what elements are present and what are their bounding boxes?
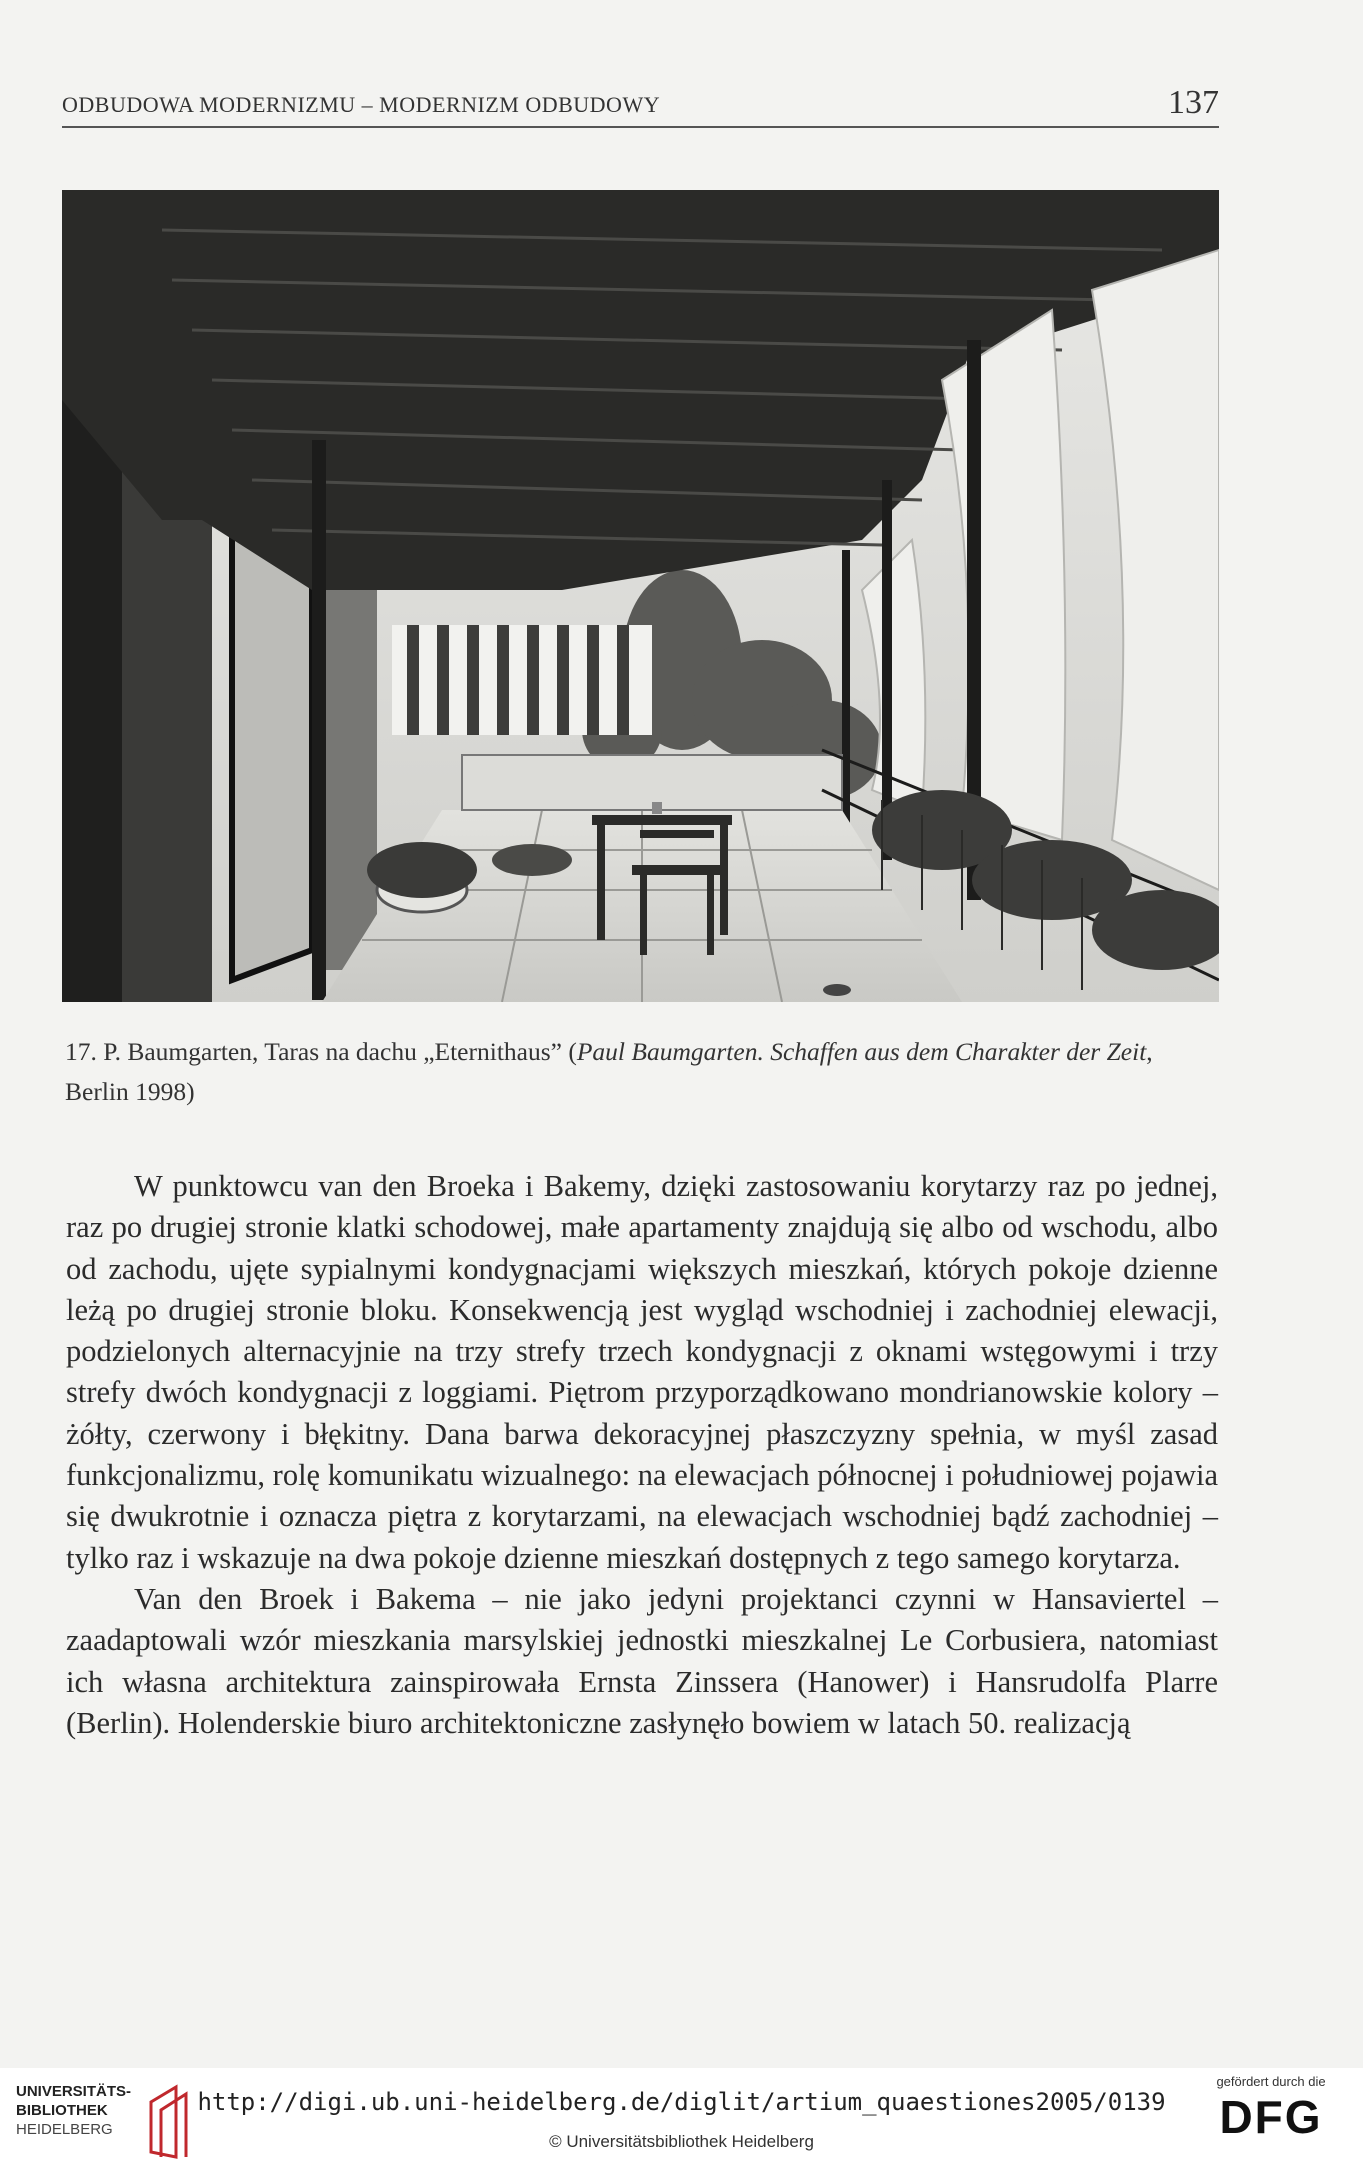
rooftop-terrace-photo (62, 190, 1219, 1002)
paragraph: W punktowcu van den Broeka i Bakemy, dzięki zastosowaniu korytarzy raz po jednej, raz po drugiej stronie klatki schodowej, małe apartamenty znajdują się albo od wschodu, albo od zachodu, ujęte sypialnymi kondygnacjami większych mieszkań, których pokoje dzienne leżą po drugiej stronie bloku. Konsekwencją jest wygląd wschodniej i zachodniej elewacji, podzielonych alternacyjnie na trzy strefy trzech kondygnacji z oknami wstęgowymi i trzy strefy dwóch kondygnacji z loggiami. Piętrom przyporządkowano mondrianowskie kolory – żółty, czerwony i błękitny. Dana barwa dekoracyjnej płaszczyzny spełnia, w myśl zasad funkcjonalizmu, rolę komunikatu wizualnego: na elewacjach północnej i południowej pojawia się dwukrotnie i oznacza piętra z korytarzami, na elewacjach wschodniej bądź zachodniej – tylko raz i wskazuje na dwa pokoje dzienne mieszkań dostępnych z tego samego korytarza. (66, 1169, 1218, 1575)
library-logo: UNIVERSITÄTS- BIBLIOTHEK HEIDELBERG (16, 2082, 206, 2162)
paragraph: Van den Broek i Bakema – nie jako jedyni projektanci czynni w Hansaviertel – zaadaptowali wzór mieszkania marsylskiej jednostki mieszkalnej Le Corbusiera, natomiast ich własna architektura zainspirowała Ernsta Zinssera (Hanower) i Hansrudolfa Plarre (Berlin). Holenderskie biuro architektoniczne zasłynęło bowiem w latach 50. realizacją (66, 1581, 1218, 1740)
body-text (66, 1166, 1218, 1744)
footer (0, 2068, 1363, 2176)
dfg-logo-icon: DFG (1219, 2091, 1323, 2143)
dfg-funding-logo: gefördert durch die DFG (1201, 2074, 1341, 2164)
running-title: ODBUDOWA MODERNIZMU – MODERNIZM ODBUDOWY (62, 92, 661, 117)
page-header (62, 78, 1219, 128)
page-number: 137 (1168, 84, 1219, 121)
figure-caption: 17. P. Baumgarten, Taras na dachu „Eternithaus” (Paul Baumgarten. Schaffen aus dem Charakter der Zeit, Berlin 1998) (65, 1037, 1153, 1106)
source-url[interactable]: http://digi.ub.uni-heidelberg.de/diglit/artium_quaestiones2005/0139 (197, 2088, 1166, 2116)
copyright-notice: © Universitätsbibliothek Heidelberg (549, 2132, 814, 2151)
figure-photo-rooftop-terrace (62, 190, 1219, 1002)
